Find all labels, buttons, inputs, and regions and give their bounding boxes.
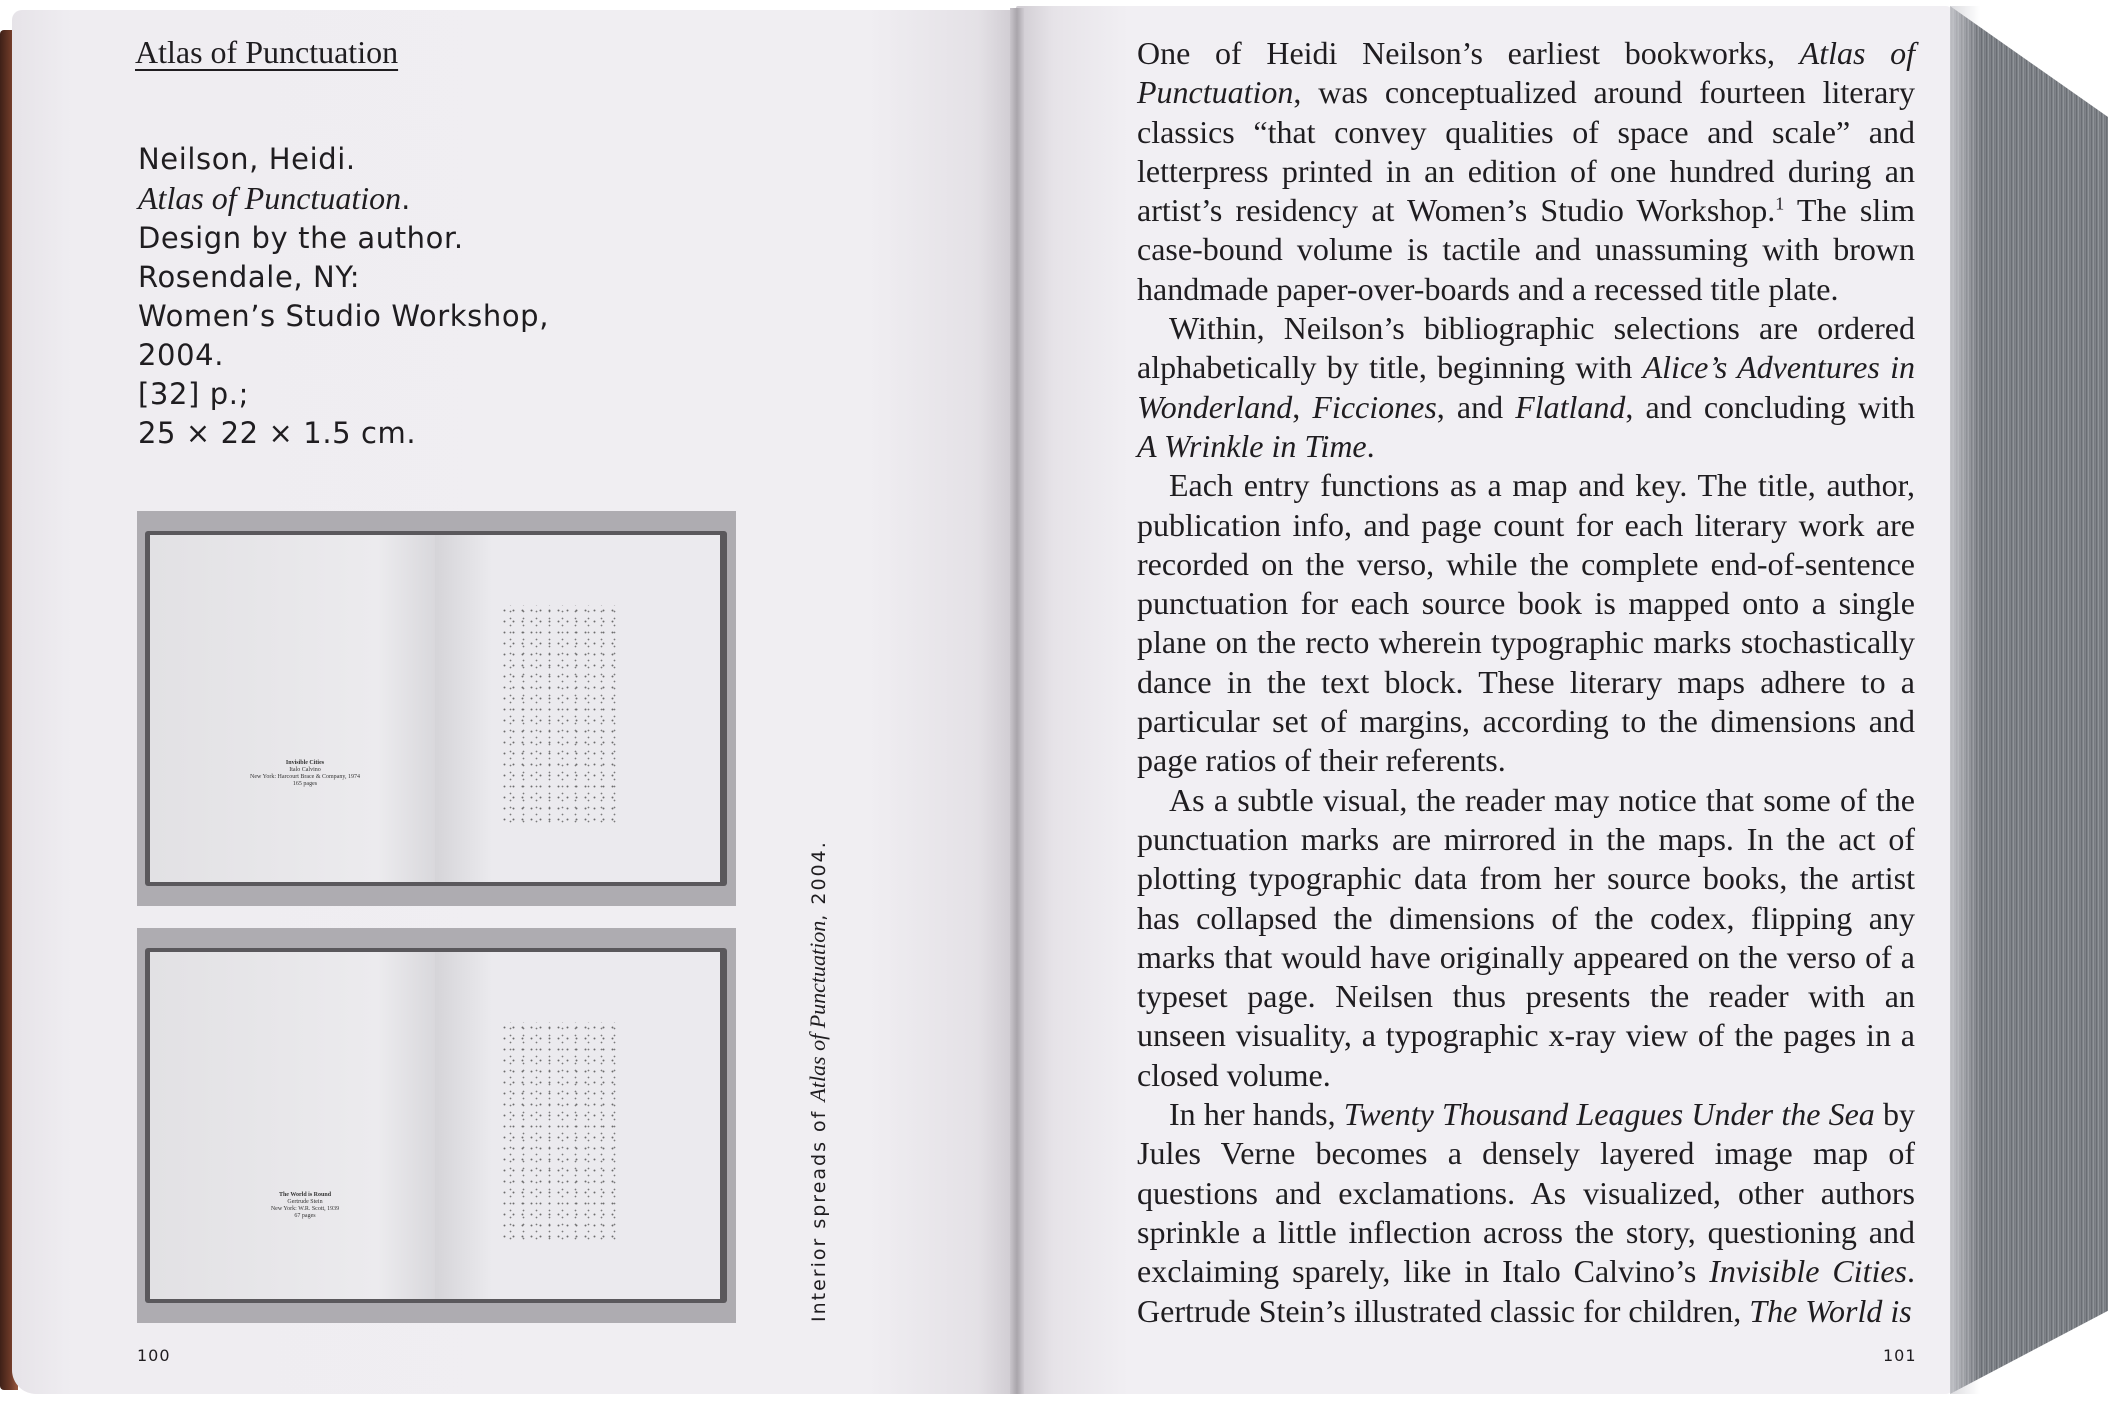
paragraph-3: Each entry functions as a map and key. The title, author, publication info, and page count for each literary work are recorded on the verso, while the complete end-of-sentence punctuation for each source book is mapped onto a single plane on the recto wherein typographic marks stochastically dance in the text block. These literary maps adhere to a particular set of margins, according to the dimensions and page ratios of their referents. bbox=[1137, 467, 1915, 779]
caption-title: Atlas of Punctuation bbox=[805, 920, 830, 1102]
figure-caption bbox=[805, 840, 831, 1322]
photo-book-caption bbox=[230, 760, 380, 788]
page-number-right: 101 bbox=[1883, 1346, 1917, 1365]
biblio-title-suffix: . bbox=[401, 182, 411, 216]
biblio-author: Neilson, Heidi. bbox=[138, 142, 356, 176]
biblio-title-line bbox=[138, 179, 549, 219]
spread-photo-invisible-cities bbox=[137, 511, 736, 906]
body-text bbox=[1137, 34, 1915, 1331]
photo-book-verso bbox=[150, 535, 435, 882]
photo-book-pages: 67 pages bbox=[294, 1213, 316, 1219]
page-stack-shade bbox=[1950, 6, 1980, 1394]
caption-prefix: Interior spreads of bbox=[808, 1101, 830, 1322]
photo-book-publication: New York: W.R. Scott, 1939 bbox=[270, 1206, 340, 1212]
bibliographic-entry bbox=[138, 140, 549, 453]
biblio-dimensions: 25 × 22 × 1.5 cm. bbox=[138, 416, 417, 450]
book-gutter bbox=[1010, 8, 1024, 1394]
photo-book-title: Invisible Cities bbox=[285, 760, 325, 766]
photo-book-caption bbox=[230, 1192, 380, 1220]
photo-book-title: The World is Round bbox=[278, 1192, 332, 1198]
punctuation-map bbox=[500, 605, 620, 825]
paragraph-2: Within, Neilson’s bibliographic selections are ordered alphabetically by title, beginning with Alice’s Adventures in Wonderland, Ficciones, and Flatland, and concluding with A Wrinkle in Time. bbox=[1137, 310, 1916, 464]
photo-book-publication: New York: Harcourt Brace & Company, 1974 bbox=[250, 774, 360, 780]
spread-photo-world-is-round bbox=[137, 928, 736, 1323]
biblio-publisher: Women’s Studio Workshop, bbox=[138, 299, 550, 333]
running-header-title: Atlas of Punctuation bbox=[135, 34, 399, 70]
page-number-left: 100 bbox=[137, 1346, 171, 1365]
footnote-marker[interactable]: 1 bbox=[1775, 193, 1785, 214]
paragraph-4: As a subtle visual, the reader may notice that some of the punctuation marks are mirrored in the maps. In the act of plotting typographic data from her source books, the artist has collapsed the dimensions of the codex, flipping any marks that would have originally appeared on the verso of a typeset page. Neilsen thus presents the reader with an unseen visuality, a typographic x-ray view of the pages in a closed volume. bbox=[1137, 781, 1915, 1093]
photo-book-recto bbox=[435, 535, 720, 882]
punctuation-map bbox=[500, 1022, 620, 1242]
photo-book bbox=[145, 531, 727, 886]
photo-book-author: Italo Calvino bbox=[289, 767, 321, 773]
photo-book-pages: 165 pages bbox=[292, 781, 318, 787]
biblio-pages: [32] p.; bbox=[138, 377, 249, 411]
photo-book-author: Gertrude Stein bbox=[287, 1199, 323, 1205]
biblio-year: 2004. bbox=[138, 338, 225, 372]
paragraph-1: One of Heidi Neilson’s earliest bookworks, Atlas of Punctuation, was conceptualized around fourteen literary classics “that convey qualities of space and scale” and letterpress printed in an edition of one hundred during an artist’s residency at Women’s Studio Workshop.$^1$ The slim case-bound volume is tactile and unassuming with brown handmade paper-over-boards and a recessed title plate. bbox=[1137, 35, 1916, 307]
paragraph-5: In her hands, Twenty Thousand Leagues Under the Sea by Jules Verne becomes a densely layered image map of questions and exclamations. As visualized, other authors sprinkle a little inflection across the story, questioning and exclaiming sparely, like in Italo Calvino’s Invisible Cities. Gertrude Stein’s illustrated classic for children, The World is bbox=[1137, 1096, 1916, 1329]
photo-book bbox=[145, 948, 727, 1303]
photo-book-verso bbox=[150, 952, 435, 1299]
caption-suffix: , 2004. bbox=[808, 840, 830, 921]
biblio-title: Atlas of Punctuation bbox=[138, 180, 402, 216]
photo-book-recto bbox=[435, 952, 720, 1299]
biblio-design: Design by the author. bbox=[138, 221, 464, 255]
biblio-place: Rosendale, NY: bbox=[138, 260, 361, 294]
